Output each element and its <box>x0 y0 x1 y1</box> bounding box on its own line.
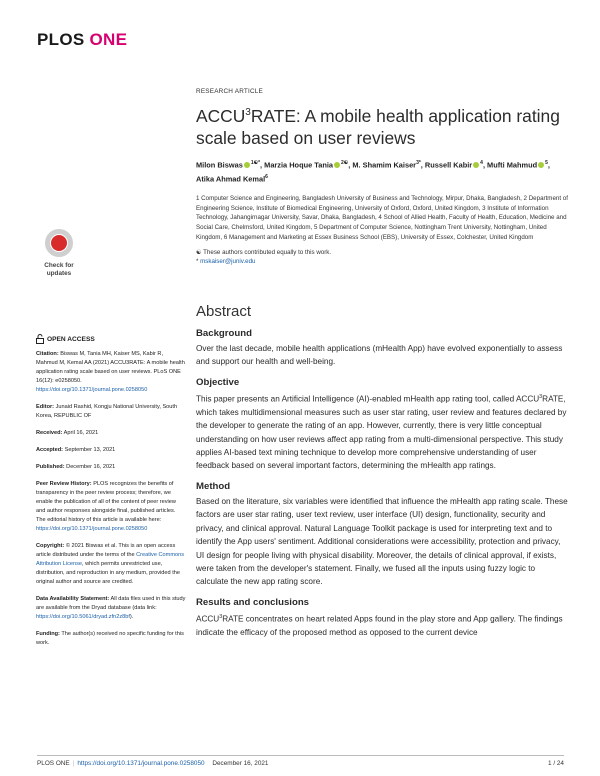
equal-contribution-note: ☯ These authors contributed equally to this work. <box>196 248 332 256</box>
footer-date: December 16, 2021 <box>212 760 269 767</box>
orcid-icon[interactable] <box>473 162 479 168</box>
published-block <box>36 463 186 472</box>
citation-label: Citation: <box>36 351 59 357</box>
copyright-block <box>36 542 186 587</box>
abstract-heading: Abstract <box>196 302 252 320</box>
author-affil: 4 <box>480 159 483 166</box>
citation-text: Biswas M, Tania MH, Kaiser MS, Kabir R, Mahmud M, Kemal AA (2021) ACCU3RATE: A mobile health application rating scale based on user reviews. PLoS ONE 16(12): e0258050. <box>36 351 185 384</box>
title-part: ACCU <box>196 105 246 126</box>
received-label: Received: <box>36 430 63 436</box>
received-block <box>36 429 186 438</box>
email-link[interactable]: mskaiser@juniv.edu <box>200 258 256 266</box>
editor-label: Editor: <box>36 404 55 410</box>
text-sup: 3 <box>219 613 223 620</box>
copyright-text: © 2021 Biswas et al. This is an open access article distributed under the terms of the <box>36 543 176 558</box>
funding-block <box>36 630 186 648</box>
copyright-label: Copyright: <box>36 543 65 549</box>
footer-left <box>37 760 269 767</box>
text-part: RATE concentrates on heart related Apps found in the play store and App gallery. The findings indicate the efficacy of the proposed method as opposed to the current device <box>196 614 563 637</box>
author-name[interactable]: Atika Ahmad Kemal <box>196 174 266 184</box>
footer-page-number: 1 / 24 <box>548 760 564 767</box>
footer-journal: PLOS ONE <box>37 760 70 767</box>
section-text-results <box>196 611 568 640</box>
text-part: This paper presents an Artificial Intelligence (AI)-enabled mHealth app rating tool, called ACCU <box>196 394 540 404</box>
editor-block <box>36 403 186 421</box>
accepted-block <box>36 446 186 455</box>
author-affil: 5 <box>545 159 548 166</box>
open-access-badge <box>36 334 186 344</box>
footer-separator: | <box>72 760 75 767</box>
orcid-icon[interactable] <box>244 162 250 168</box>
article-main <box>196 80 568 639</box>
author-list: Milon Biswas $^{1☯*}$, Marzia Hoque Tania $^{2☯}$, M. Shamim Kaiser$^{3*}$, Russell Kabir $^4$, Mufti Mahmud $^5$, Atika Ahmad Kemal$^6$ <box>196 159 550 184</box>
copyright-text: , which permits unrestricted use, distribution, and reproduction in any medium, provided the original author and source are credited. <box>36 561 180 585</box>
published-date: December 16, 2021 <box>64 464 116 470</box>
section-text-method: Based on the literature, six variables were identified that influence the mHealth app rating scale. These factors are user star rating, user text review, user interface (UI) design, functionality, security and privacy, and clinical approval. Natural Language Toolkit package is used for interpreting text and to identify the App users' sentiment. Additional considerations were accessibility, protection and privacy, UI design for people living with physical disability. Moreover, the details of clinical approval, if exists, were taken from the developer's statement. Finally, we fused all the inputs using fuzzy logic to calculate the new app rating score. <box>196 496 568 587</box>
author-name[interactable]: M. Shamim Kaiser <box>352 160 417 170</box>
author-name[interactable]: Mufti Mahmud <box>487 160 538 170</box>
title-sup: 3 <box>245 107 251 118</box>
data-availability-block <box>36 595 186 622</box>
data-availability-text: ). <box>129 614 134 620</box>
license-link[interactable]: Creative Commons Attribution License <box>36 552 184 567</box>
peer-review-block <box>36 480 186 534</box>
check-for-updates-badge[interactable] <box>36 229 82 285</box>
author-notes <box>196 248 568 267</box>
author-name[interactable]: Milon Biswas <box>196 160 243 170</box>
peer-review-text: PLOS recognizes the benefits of transparency in the peer review process; therefore, we enable the publication of all of the content of peer review and author responses alongside final, published articles. The editorial history of this article is available here: <box>36 481 176 523</box>
data-availability-text: All data files used in this study are available from the Dryad database (data link: <box>36 596 186 611</box>
section-heading-objective: Objective <box>196 376 240 388</box>
editor-text: Junaid Rashid, Kongju National University, South Korea, REPUBLIC OF <box>36 404 178 419</box>
author-affil: 6 <box>265 174 268 181</box>
author-name[interactable]: Marzia Hoque Tania <box>264 160 334 170</box>
citation-block <box>36 350 186 395</box>
citation-doi-link[interactable]: https://doi.org/10.1371/journal.pone.0258050 <box>36 387 148 393</box>
orcid-icon[interactable] <box>538 162 544 168</box>
crossmark-icon-center <box>51 235 67 251</box>
peer-review-link[interactable]: https://doi.org/10.1371/journal.pone.0258050 <box>36 526 148 532</box>
section-heading-results: Results and conclusions <box>196 596 310 608</box>
published-label: Published: <box>36 464 65 470</box>
peer-review-label: Peer Review History: <box>36 481 92 487</box>
crossmark-label: Check for updates <box>44 262 74 277</box>
section-text-background: Over the last decade, mobile health applications (mHealth App) have evolved exponentially to assess and support our health and well-being. <box>196 343 563 367</box>
funding-text: The author(s) received no specific funding for this work. <box>36 631 184 646</box>
text-sup: 3 <box>539 393 543 400</box>
article-sidebar <box>36 334 186 656</box>
accepted-label: Accepted: <box>36 447 64 453</box>
article-type: RESEARCH ARTICLE <box>196 88 264 95</box>
logo-one: ONE <box>89 30 128 49</box>
journal-logo[interactable] <box>37 30 127 50</box>
footer-doi-link[interactable]: https://doi.org/10.1371/journal.pone.0258050 <box>77 760 205 767</box>
section-heading-background: Background <box>196 327 252 339</box>
orcid-icon[interactable] <box>334 162 340 168</box>
text-part: RATE, which takes multidimensional measures such as user star rating, user review and features declared by the developer to generate the rating of an app. However, currently, there is very little conceptual understanding on how user reviews affect app rating from a multi-dimensional perspective. This study applies AI-based text mining technique to develop more comprehensive understanding of user feedback based on several important factors, determining the mHealth app ratings. <box>196 394 567 471</box>
data-availability-label: Data Availability Statement: <box>36 596 110 602</box>
funding-label: Funding: <box>36 631 60 637</box>
author-affil: 3* <box>416 159 421 166</box>
section-text-objective <box>196 391 568 473</box>
open-access-label: OPEN ACCESS <box>47 335 95 343</box>
article-title <box>196 102 568 149</box>
section-heading-method: Method <box>196 480 231 492</box>
affiliations: 1 Computer Science and Engineering, Bangladesh University of Business and Technology, Mirpur, Dhaka, Bangladesh, 2 Department of Engineering Science, Institute of Biomedical Engineering, University of Oxford, Oxford, United Kingdom, 3 Institute of Information Technology, Jahangirnagar University, Savar, Dhaka, Bangladesh, 4 School of Allied Health, Faculty of Health, Education, Medicine and Social Care, Chelmsford, United Kingdom, 5 Department of Computer Science, Nottingham Trent University, Nottingham, United Kingdom, 6 Management and Marketing at Essex Business School (EBS), University of Essex, Colchester, United Kingdom <box>196 194 568 241</box>
title-part: RATE: A mobile health application rating scale based on user reviews <box>196 105 560 148</box>
author-name[interactable]: Russell Kabir <box>424 160 473 170</box>
data-link[interactable]: https://doi.org/10.5061/dryad.zfn2z8bf <box>36 614 130 620</box>
author-affil: 2☯ <box>341 159 349 166</box>
received-date: April 16, 2021 <box>62 430 99 436</box>
email-prefix: * <box>196 258 201 266</box>
corresponding-email-note <box>196 257 568 267</box>
logo-plos: PLOS <box>37 30 85 49</box>
author-affil: 1☯* <box>250 159 261 166</box>
open-lock-icon <box>36 334 44 344</box>
page-footer <box>37 755 564 767</box>
text-part: ACCU <box>196 614 220 624</box>
accepted-date: September 13, 2021 <box>63 447 116 453</box>
